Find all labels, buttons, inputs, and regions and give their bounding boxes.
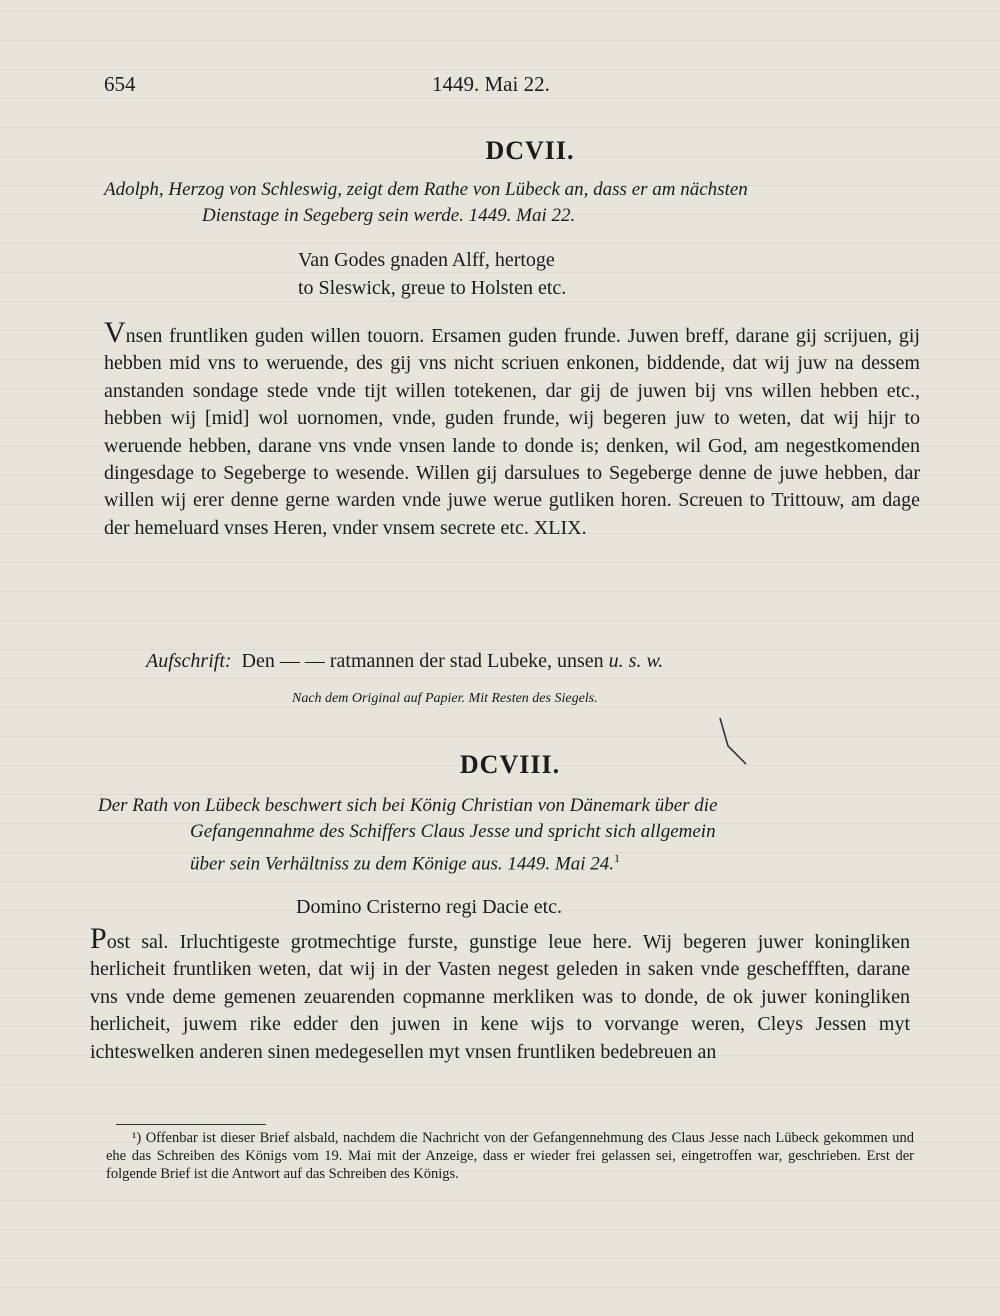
address-2: Domino Cristerno regi Dacie etc. <box>296 896 563 918</box>
regest-1 <box>104 177 924 229</box>
aufschrift-usw: u. s. w. <box>608 650 664 672</box>
regest-2-line-2: Gefangennahme des Schiffers Claus Jesse und spricht sich allgemein <box>190 821 716 842</box>
regest-1-line-1: Adolph, Herzog von Schleswig, zeigt dem Rathe von Lübeck an, dass er am nächsten <box>104 179 748 200</box>
letter-body-1 <box>104 316 920 542</box>
initial-letter-2: P <box>90 922 107 955</box>
regest-2-line-3 <box>98 845 928 877</box>
footnote-marker: ¹) <box>132 1130 142 1146</box>
regest-2-line-1: Der Rath von Lübeck beschwert sich bei König Christian von Dänemark über die <box>98 795 718 816</box>
letter-body-2 <box>90 922 910 1066</box>
footnote-rule <box>116 1124 266 1125</box>
aufschrift-text: Den — — ratmannen der stad Lubeke, unsen <box>241 650 604 672</box>
running-date: 1449. Mai 22. <box>432 72 550 96</box>
letter-body-2-text: ost sal. Irluchtigeste grotmechtige furste, gunstige leue here. Wij begeren juwer koningliken herlicheit fruntliken weten, dat wij in der Vasten negest geleden in saken vnde gescheffften, darane vns vnde deme gemenen zeuarenden copmanne merkliken was to donde, de ok juwer koningliken herlicheit, juwem rike edder den juwen in kene wijs to vorvange weren, Cleys Jessen myt ichteswelken anderen sinen medegesellen myt vnsen fruntliken bedebreuen an <box>90 931 910 1063</box>
document-number-1: DCVII. <box>485 136 575 165</box>
aufschrift-label: Aufschrift: <box>146 650 232 672</box>
footnote <box>106 1129 914 1183</box>
address-1 <box>298 246 566 302</box>
source-note: Nach dem Original auf Papier. Mit Resten des Siegels. <box>292 691 598 706</box>
regest-2-line-3-text: über sein Verhältniss zu dem Könige aus. 1449. Mai 24. <box>190 853 614 875</box>
page-number: 654 <box>104 72 136 96</box>
footnote-text: Offenbar ist dieser Brief alsbald, nachdem die Nachricht von der Gefangennehmung des Claus Jesse nach Lübeck gekommen und ehe das Schreiben des Königs vom 19. Mai mit der Anzeige, dass er wieder frei gelassen sei, eingetroffen war, geschrieben. Erst der folgende Brief ist die Antwort auf das Schreiben des Königs. <box>106 1130 914 1182</box>
document-number-2: DCVIII. <box>459 750 561 779</box>
footnote-ref: 1 <box>613 851 620 865</box>
letter-body-1-text: nsen fruntliken guden willen touorn. Ersamen guden frunde. Juwen breff, darane gij scrijuen, gij hebben mid vns to weruende, des gij vns nicht scriuen enkonen, biddende, dat wij juw na dessem anstanden sondage stede vnde tijt willen totekenen, dar gij de juwen bij vns willen hebben etc., hebben wij [mid] wol uornomen, vnde, guden frunde, wij begeren juw to weten, dat wij hijr to weruende hebben, darane vns vnde vnsen lande to donde is; denken, wil God, am negestkomenden dingesdage to Segeberge to wesende. Willen gij darsulues to Segeberge denne de juwe hebben, dar willen wij erer denne gerne warden vnde juwe werue gutliken horen. Screuen to Trittouw, am dage der hemeluard vnses Heren, vnder vnsem secrete etc. XLIX. <box>104 325 920 539</box>
aufschrift <box>146 650 663 673</box>
initial-letter-1: V <box>104 316 126 349</box>
address-1-line-2: to Sleswick, greue to Holsten etc. <box>298 277 567 299</box>
regest-2 <box>98 793 928 877</box>
address-1-line-1: Van Godes gnaden Alff, hertoge <box>298 249 555 271</box>
regest-1-line-2: Dienstage in Segeberg sein werde. 1449. Mai 22. <box>202 205 576 226</box>
